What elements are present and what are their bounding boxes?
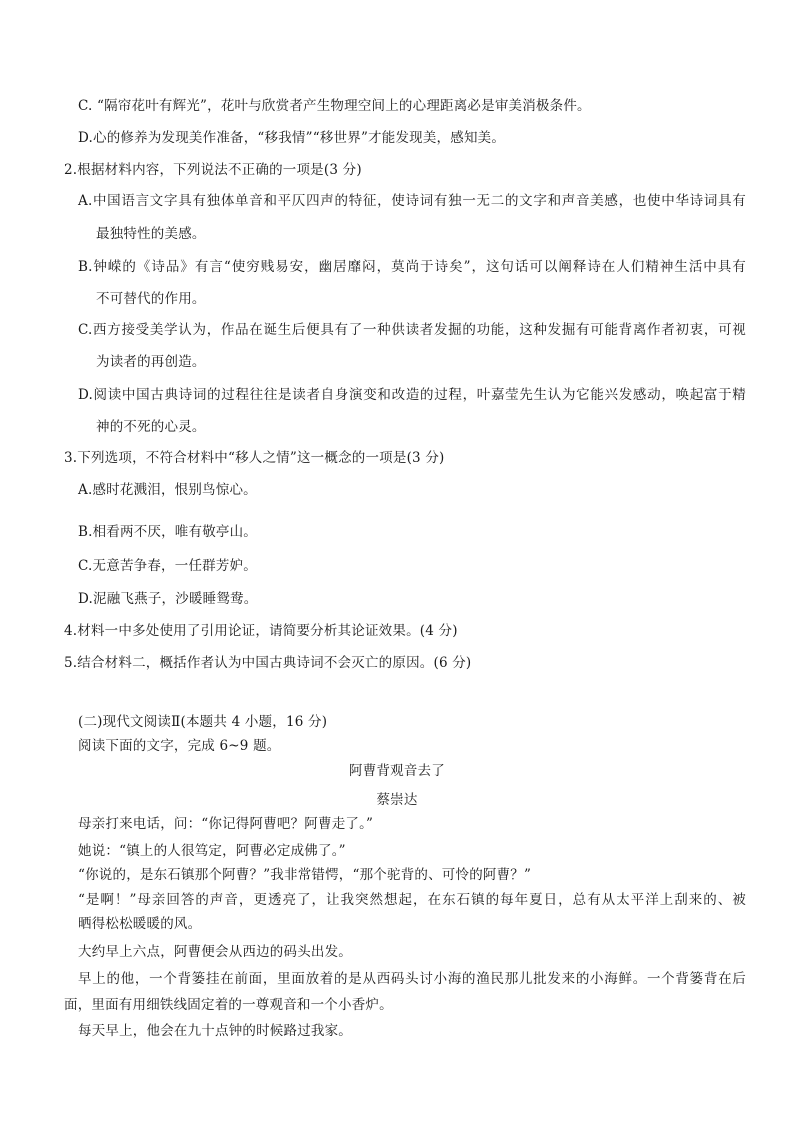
story-paragraph-1: 母亲打来电话，问：“你记得阿曹吧？阿曹走了。” (78, 816, 374, 832)
q2-option-a-line2: 最独特性的美感。 (96, 226, 206, 242)
q3-option-d: D.泥融飞燕子，沙暖睡鸳鸯。 (78, 591, 258, 607)
section2-instruction: 阅读下面的文字，完成 6~9 题。 (78, 738, 281, 754)
q4-stem: 4.材料一中多处使用了引用论证，请简要分析其论证效果。(4 分) (64, 623, 458, 639)
story-paragraph-4-line2: 晒得松松暖暖的风。 (78, 916, 202, 932)
q2-option-b-line1: B.钟嵘的《诗品》有言“使穷贱易安，幽居靡闷，莫尚于诗矣”，这句话可以阐释诗在人们精神生活中具有 (78, 259, 746, 275)
section2-heading: (二)现代文阅读Ⅱ(本题共 4 小题，16 分) (78, 714, 328, 730)
q3-stem: 3.下列选项，不符合材料中“移人之情”这一概念的一项是(3 分) (64, 450, 445, 466)
q2-stem: 2.根据材料内容，下列说法不正确的一项是(3 分) (64, 162, 362, 178)
article-author: 蔡崇达 (376, 792, 418, 808)
q2-option-d-line2: 神的不死的心灵。 (96, 419, 206, 435)
article-title: 阿曹背观音去了 (349, 763, 445, 779)
story-paragraph-2: 她说：“镇上的人很笃定，阿曹必定成佛了。” (78, 843, 346, 859)
story-paragraph-6-line2: 面，里面有用细铁线固定着的一尊观音和一个小香炉。 (64, 997, 393, 1013)
story-paragraph-6-line1: 早上的他，一个背篓挂在前面，里面放着的是从西码头讨小海的渔民那儿批发来的小海鲜。一个背篓背在后 (78, 971, 746, 987)
q2-option-c-line1: C.西方接受美学认为，作品在诞生后便具有了一种供读者发掘的功能，这种发掘有可能背离作者初衷，可视 (78, 322, 746, 338)
story-paragraph-4-line1: “是啊！”母亲回答的声音，更透亮了，让我突然想起，在东石镇的每年夏日，总有从太平洋上刮来的、被 (78, 892, 746, 908)
q1-option-c: C. “隔帘花叶有辉光”，花叶与欣赏者产生物理空间上的心理距离必是审美消极条件。 (78, 98, 591, 114)
story-paragraph-5: 大约早上六点，阿曹便会从西边的码头出发。 (78, 944, 352, 960)
q2-option-b-line2: 不可替代的作用。 (96, 291, 206, 307)
story-paragraph-3: “你说的，是东石镇那个阿曹？”我非常错愕，“那个驼背的、可怜的阿曹？” (78, 867, 532, 883)
story-paragraph-7: 每天早上，他会在九十点钟的时候路过我家。 (78, 1023, 352, 1039)
q3-option-a: A.感时花溅泪，恨别鸟惊心。 (78, 482, 257, 498)
q3-option-b: B.相看两不厌，唯有敬亭山。 (78, 524, 258, 540)
q2-option-a-line1: A.中国语言文字具有独体单音和平仄四声的特征，使诗词有独一无二的文字和声音美感，也使中华诗词具有 (78, 193, 746, 209)
q2-option-d-line1: D.阅读中国古典诗词的过程往往是读者自身演变和改造的过程，叶嘉莹先生认为它能兴发感动，唤起富于精 (78, 387, 746, 403)
q5-stem: 5.结合材料二，概括作者认为中国古典诗词不会灭亡的原因。(6 分) (64, 655, 472, 671)
q2-option-c-line2: 为读者的再创造。 (96, 354, 206, 370)
q3-option-c: C.无意苦争春，一任群芳妒。 (78, 558, 257, 574)
q1-option-d: D.心的修养为发现美作准备，“移我情”“移世界”才能发现美，感知美。 (78, 130, 506, 146)
